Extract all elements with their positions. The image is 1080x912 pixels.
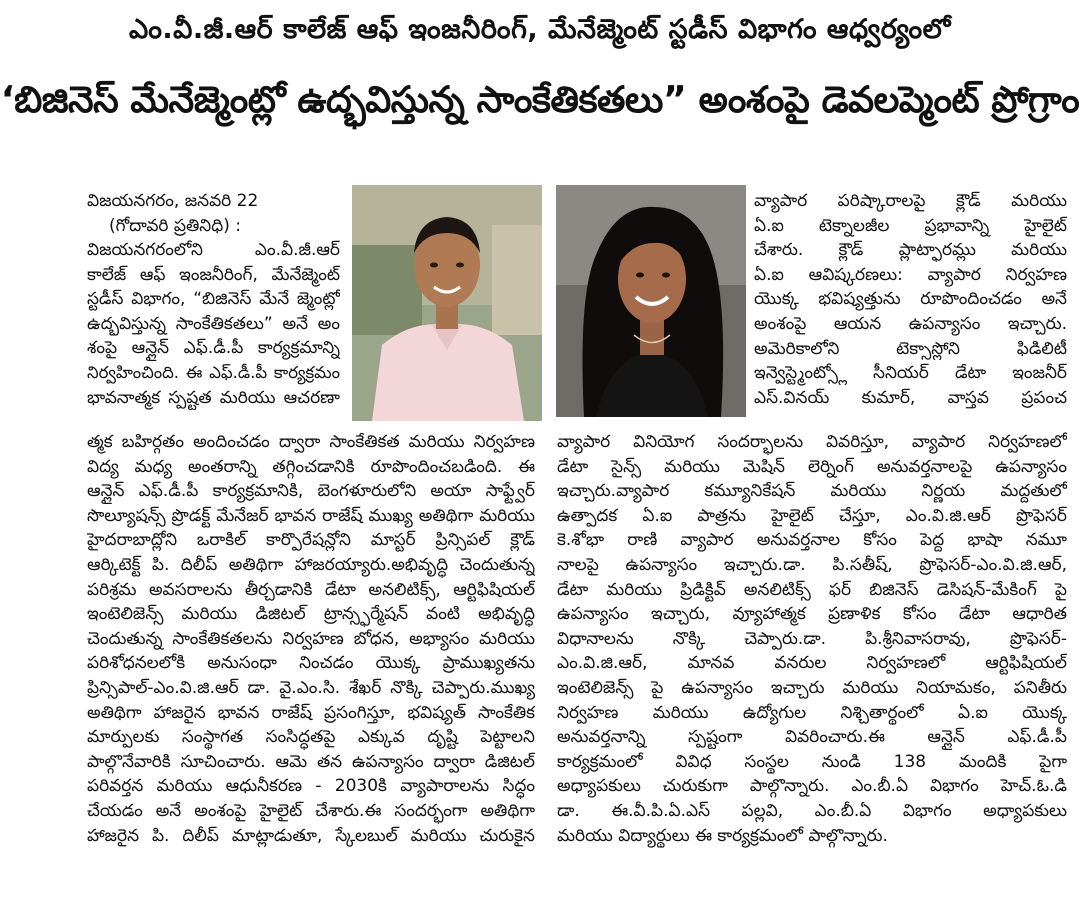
text-line: డేటా సైన్స్ మరియు మెషిన్ లెర్నింగ్ అనువర్తనాలపై ఉపన్యాసం [557, 456, 1067, 477]
text-line: కాలేజ్ ఆఫ్ ఇంజనీరింగ్, మేనేజ్మెంట్ [87, 264, 340, 285]
text-line: కార్యక్రమంలో వివిధ సంస్థల నుండి 138 మందికి పైగా [557, 751, 1067, 772]
photo-male-guest [352, 185, 542, 421]
text-line: అనువర్తనాన్ని స్పష్టంగా వివరించారు.ఈ ఆన్లైన్ ఎఫ్.డీ.పీ [557, 727, 1067, 748]
text-line: విధానాలను నొక్కి చెప్పారు.డా. పి.శ్రీనివాసరావు, ప్రొఫెసర్- [557, 628, 1067, 649]
text-line: హాజరైన పి. దిలీప్ మాట్లాడుతూ, స్కేలబుల్ మరియు చురుకైన [87, 825, 535, 846]
text-line: పాల్గొనేవారికి సూచించారు. ఆమె తన ఉపన్యాసం ద్వారా డిజిటల్ [87, 751, 535, 772]
text-line: ప్రిన్సిపాల్-ఎం.వి.జి.ఆర్ డా. వై.ఎం.సి. శేఖర్ నొక్కి చెప్పారు.ముఖ్య [87, 677, 535, 698]
dateline-byline: (గోదావరి ప్రతినిధి) : [109, 215, 241, 236]
text-line: అమెరికాలోని టెక్సాస్లోని ఫిడిలిటీ [754, 338, 1067, 359]
text-line: ఇంటెలిజెన్స్ మరియు డిజిటల్ ట్రాన్స్ఫర్మేషన్ వంటి అభివృద్ధి [87, 604, 535, 625]
text-line: ఆర్కిటెక్ట్ పి. దిలీప్ అతిథిగా హాజరయ్యారు.అభివృద్ధి చెందుతున్న [87, 554, 535, 575]
text-line: ఆన్లైన్ ఎఫ్.డీ.పీ కార్యక్రమానికి, బెంగళూరులోని అయా సాఫ్ట్వేర్ [87, 481, 535, 502]
text-line: నాలపై ఉపన్యాసం ఇచ్చారు.డా. పి.సతీష్, ప్రొఫెసర్-ఎం.వి.జి.ఆర్, [557, 554, 1067, 575]
text-line: ఎస్.వినయ్ కుమార్, వాస్తవ ప్రపంచ [754, 387, 1067, 408]
text-line: కె.శోభా రాణి వ్యాపార అనువర్తనాల కోసం పెద్ద భాషా నమూ [557, 530, 1067, 551]
text-line: ఏ.ఐ టెక్నాలజీల ప్రభావాన్ని హైలైట్ [754, 215, 1067, 236]
text-line: వ్యాపార వినియోగ సందర్భాలను వివరిస్తూ, వ్యాపార నిర్వహణలో [557, 432, 1067, 452]
text-line: శంపై ఆన్లైన్ ఎఫ్.డీ.పీ కార్యక్రమాన్ని [87, 338, 340, 359]
text-line: చెందుతున్న సాంకేతికతలను నిర్వహణ బోధన, అభ్యాసం మరియు [87, 628, 535, 649]
kicker-headline: ఎం.వీ.జీ.ఆర్ కాలేజ్ ఆఫ్ ఇంజనీరింగ్, మేనేజ్మెంట్ స్టడీస్ విభాగం ఆధ్వర్యంలో [129, 14, 951, 45]
text-line: నిర్వహించింది. ఈ ఎఫ్.డీ.పీ కార్యక్రమం [87, 362, 340, 382]
text-line: వ్యాపార పరిష్కారాలపై క్లౌడ్ మరియు [754, 191, 1067, 211]
text-line: చేయడం అనే అంశంపై హైలైట్ చేశారు.ఈ సందర్భంగా అతిథిగా [87, 800, 535, 821]
text-line: అధ్యాపకులు చురుకుగా పాల్గొన్నారు. ఎం.బీ.ఏ విభాగం హెచ్.ఓ.డి [557, 776, 1067, 797]
text-line: చేశారు. క్లౌడ్ ప్లాట్ఫారమ్లు మరియు [754, 240, 1067, 261]
text-line: త్మక బహిర్గతం అందించడం ద్వారా సాంకేతికత మరియు నిర్వహణ [87, 432, 535, 452]
text-line: ఏ.ఐ ఆవిష్కరణలు: వ్యాపార నిర్వహణ [754, 264, 1067, 285]
text-line: విజయనగరంలోని ఎం.వీ.జీ.ఆర్ [87, 240, 340, 260]
text-line: పరిశోధనలలోకి అనుసంధా నించడం యొక్క ప్రాముఖ్యతను [87, 653, 535, 674]
text-line: ఉపన్యాసం ఇచ్చారు, వ్యూహాత్మక ప్రణాళిక కోసం డేటా ఆధారిత [557, 604, 1067, 625]
text-line: పరిశ్రమ అవసరాలను తీర్చడానికి డేటా అనలిటిక్స్, ఆర్టిఫిషియల్ [87, 579, 535, 600]
text-line: ఇచ్చారు.వ్యాపార కమ్యూనికేషన్ మరియు నిర్ణయ మద్దతులో [557, 481, 1067, 502]
column-1-body-text [87, 430, 535, 848]
text-line: డేటా మరియు ప్రిడిక్టివ్ అనలిటిక్స్ ఫర్ బిజినెస్ డెసిషన్-మేకింగ్ పై [557, 579, 1067, 600]
text-line: హైదరాబాద్లోని ఒరాకిల్ కార్పొరేషన్లోని మాస్టర్ ప్రిన్సిపల్ క్లౌడ్ [87, 530, 535, 551]
main-headline: ‘బిజినెస్ మేనేజ్మెంట్లో ఉద్భవిస్తున్న సాంకేతికతలు” అంశంపై డెవలప్మెంట్ ప్రోగ్రాం [0, 78, 1080, 121]
column-2-top-text [754, 189, 1067, 410]
text-line: యొక్క భవిష్యత్తును రూపొందించడం అనే [754, 289, 1067, 310]
text-line: స్టడీస్ విభాగం, “బిజినెస్ మేనే జ్మెంట్లో [87, 289, 340, 310]
text-line: పరివర్తన మరియు ఆధునీకరణ - 2030కి వ్యాపారాలను సిద్ధం [87, 776, 535, 797]
text-line: ఉత్పాదక ఏ.ఐ పాత్రను హైలైట్ చేస్తూ, ఎం.వి.జి.ఆర్ ప్రొఫెసర్ [557, 505, 1067, 526]
dateline [87, 189, 337, 238]
text-line: భావనాత్మక స్పష్టత మరియు ఆచరణా [87, 387, 340, 408]
text-line: ఇన్వెస్ట్మెంట్స్లో సీనియర్ డేటా ఇంజనీర్ [754, 363, 1067, 384]
text-line: అంశంపై ఆయన ఉపన్యాసం ఇచ్చారు. [754, 313, 1067, 334]
text-line: విద్య మధ్య అంతరాన్ని తగ్గించడానికి రూపొందించబడింది. ఈ [87, 456, 535, 477]
dateline-place-date: విజయనగరం, జనవరి 22 [87, 191, 259, 211]
text-line: ఎం.వి.జి.ఆర్, మానవ వనరుల నిర్వహణలో ఆర్టిఫిషియల్ [557, 653, 1067, 674]
column-2-body-text [557, 430, 1067, 848]
text-line: ఇంటెలిజెన్స్ పై ఉపన్యాసం ఇచ్చారు మరియు నియామకం, పనితీరు [557, 677, 1067, 698]
column-1-top-text [87, 238, 340, 410]
text-line: అతిథిగా హాజరైన భావన రాజేష్ ప్రసంగిస్తూ, భవిష్యత్ సాంకేతిక [87, 702, 535, 723]
text-line: సొల్యూషన్స్ ప్రొడక్ట్ మేనేజర్ భావన రాజేష్ ముఖ్య అతిథిగా మరియు [87, 505, 535, 526]
text-line: ఉద్భవిస్తున్న సాంకేతికతలు” అనే అం [87, 313, 340, 334]
photo-female-chief-guest [556, 185, 746, 417]
text-line: నిర్వహణ మరియు ఉద్యోగుల నిశ్చితార్థంలో ఏ.ఐ యొక్క [557, 702, 1067, 723]
text-line: మరియు విద్యార్థులు ఈ కార్యక్రమంలో పాల్గొన్నారు. [557, 825, 888, 846]
text-line: మార్పులకు సంస్థాగత సంసిద్ధతపై ఎక్కువ దృష్టి పెట్టాలని [87, 727, 535, 748]
text-line: డా. ఈ.వీ.పి.ఏ.ఎస్ పల్లవి, ఎం.బీ.ఏ విభాగం అధ్యాపకులు [557, 800, 1067, 821]
